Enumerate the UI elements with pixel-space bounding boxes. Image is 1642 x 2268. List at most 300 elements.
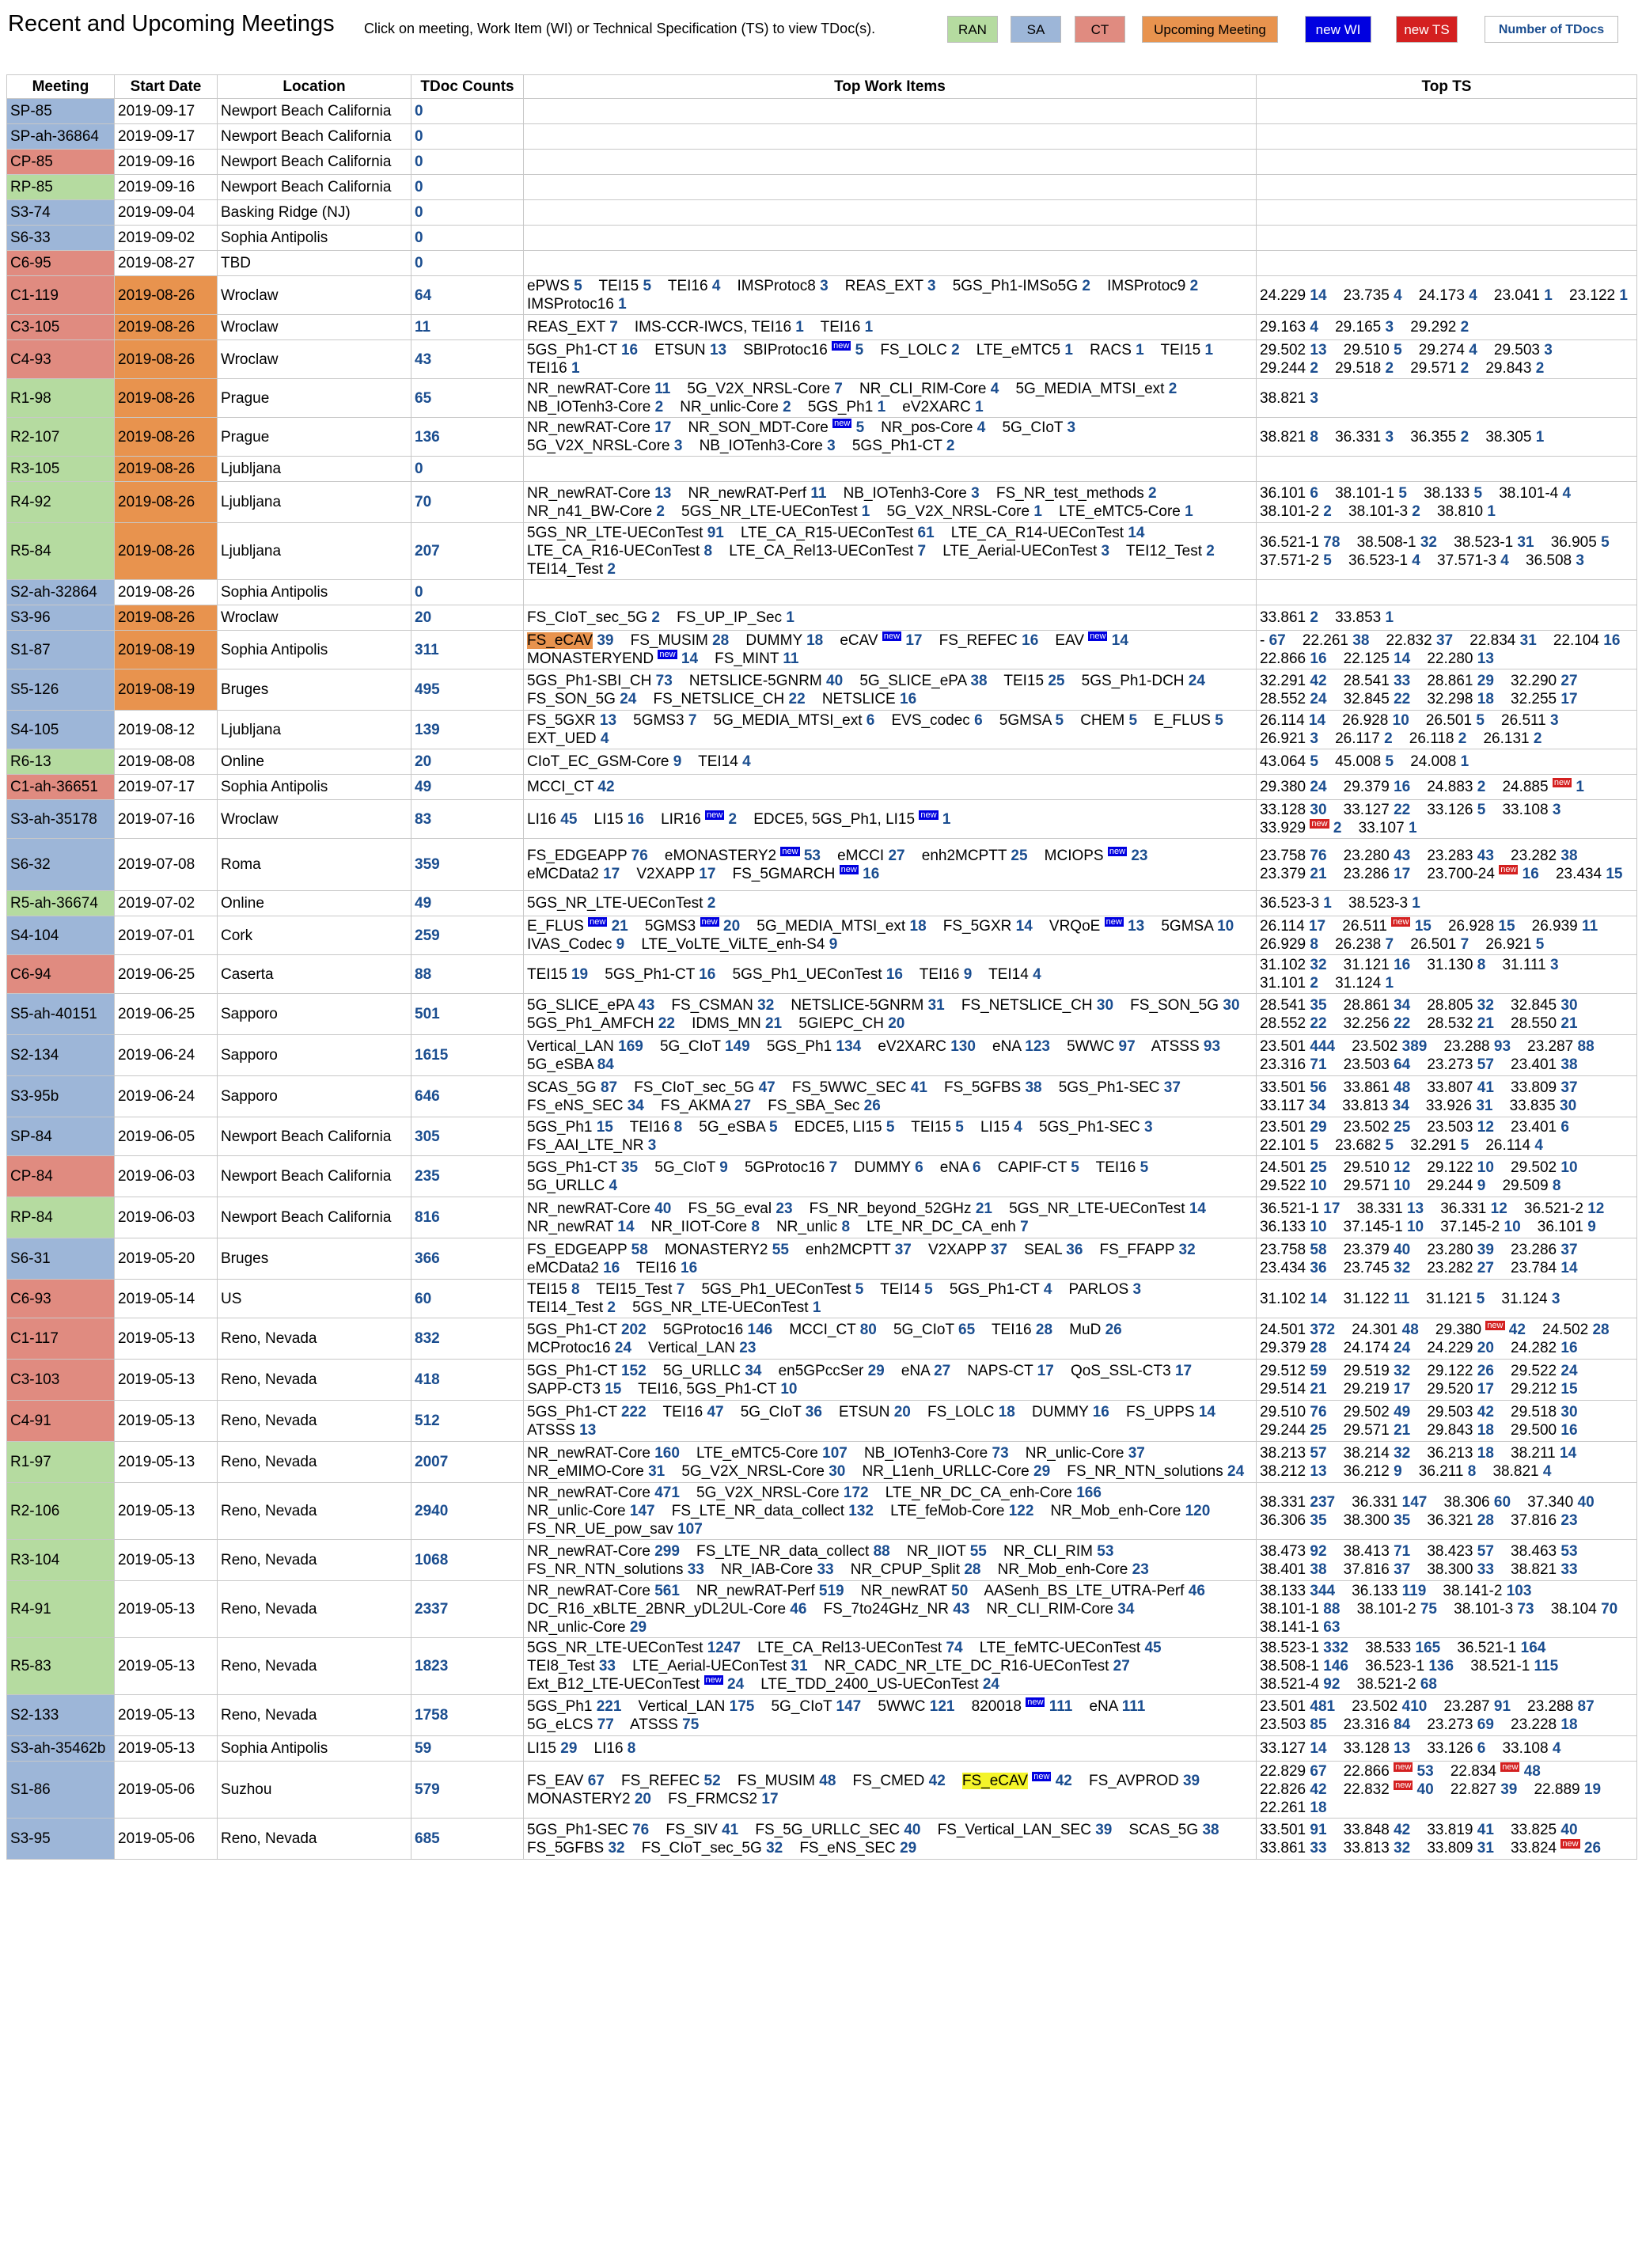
ts-link[interactable] — [1357, 1200, 1424, 1217]
work-item-link[interactable] — [663, 1363, 762, 1379]
ts-link[interactable] — [1427, 1242, 1494, 1258]
work-item-link[interactable] — [980, 1640, 1162, 1656]
ts-link[interactable] — [1344, 957, 1411, 973]
work-item-link[interactable] — [527, 1038, 643, 1055]
tdoc-count-cell[interactable]: 64 — [411, 276, 524, 315]
meeting-cell[interactable]: C3-103 — [7, 1360, 115, 1401]
work-item-link[interactable] — [639, 1698, 755, 1715]
work-item-link[interactable] — [1003, 673, 1064, 689]
work-item-link[interactable] — [630, 1716, 699, 1733]
work-item-link[interactable] — [688, 485, 826, 502]
ts-link[interactable] — [1344, 287, 1402, 304]
tdoc-count-cell[interactable]: 0 — [411, 457, 524, 482]
ts-link[interactable] — [1260, 1363, 1327, 1379]
ts-link[interactable] — [1260, 895, 1332, 912]
work-item-link[interactable] — [701, 1281, 863, 1298]
work-item-link[interactable] — [688, 419, 864, 436]
ts-link[interactable] — [1335, 1137, 1394, 1154]
work-item-link[interactable] — [1089, 1773, 1200, 1789]
work-item-link[interactable] — [527, 753, 681, 770]
ts-link[interactable] — [1448, 918, 1515, 935]
work-item-link[interactable] — [1039, 1119, 1153, 1136]
work-item-link[interactable] — [859, 673, 987, 689]
ts-link[interactable] — [1260, 866, 1327, 882]
ts-link[interactable] — [1440, 1219, 1520, 1235]
work-item-link[interactable] — [998, 1159, 1079, 1176]
work-item-link[interactable] — [998, 1561, 1149, 1578]
work-item-link[interactable] — [920, 966, 973, 983]
ts-link[interactable] — [1427, 1840, 1494, 1856]
ts-link[interactable] — [1427, 1340, 1494, 1356]
tdoc-count-cell[interactable]: 1068 — [411, 1540, 524, 1581]
work-item-link[interactable] — [743, 342, 863, 358]
tdoc-count-cell[interactable]: 418 — [411, 1360, 524, 1401]
ts-link[interactable] — [1427, 1422, 1494, 1439]
ts-link[interactable] — [1260, 820, 1341, 836]
tdoc-count-cell[interactable]: 501 — [411, 994, 524, 1035]
work-item-link[interactable] — [1003, 1543, 1113, 1560]
ts-link[interactable] — [1569, 287, 1628, 304]
work-item-link[interactable] — [630, 1119, 683, 1136]
ts-link[interactable] — [1410, 936, 1469, 953]
ts-link[interactable] — [1344, 673, 1411, 689]
work-item-link[interactable] — [1055, 632, 1128, 649]
work-item-link[interactable] — [527, 1015, 675, 1032]
work-item-link[interactable] — [738, 278, 829, 294]
tdoc-count-cell[interactable]: 359 — [411, 839, 524, 891]
work-item-link[interactable] — [527, 1079, 617, 1096]
meeting-cell[interactable]: R5-ah-36674 — [7, 891, 115, 916]
ts-link[interactable] — [1344, 1056, 1411, 1073]
ts-link[interactable] — [1260, 1056, 1327, 1073]
ts-link[interactable] — [1427, 673, 1494, 689]
work-item-link[interactable] — [902, 399, 983, 415]
ts-link[interactable] — [1352, 1038, 1427, 1055]
work-item-link[interactable] — [689, 673, 843, 689]
work-item-link[interactable] — [972, 1698, 1073, 1715]
work-item-link[interactable] — [806, 1242, 912, 1258]
ts-link[interactable] — [1344, 802, 1411, 818]
ts-link[interactable] — [1427, 1119, 1494, 1136]
work-item-link[interactable] — [527, 1822, 649, 1838]
tdoc-count-cell[interactable]: 832 — [411, 1318, 524, 1360]
ts-link[interactable] — [1260, 1381, 1327, 1398]
meeting-cell[interactable]: R1-98 — [7, 379, 115, 418]
ts-link[interactable] — [1427, 691, 1494, 707]
work-item-link[interactable] — [527, 1740, 577, 1757]
ts-link[interactable] — [1344, 848, 1411, 864]
work-item-link[interactable] — [527, 712, 616, 729]
ts-link[interactable] — [1342, 918, 1432, 935]
work-item-link[interactable] — [844, 485, 980, 502]
tdoc-count-cell[interactable]: 305 — [411, 1117, 524, 1156]
work-item-link[interactable] — [636, 1260, 697, 1276]
work-item-link[interactable] — [527, 609, 660, 626]
work-item-link[interactable] — [1151, 1038, 1220, 1055]
ts-link[interactable] — [1344, 997, 1411, 1014]
work-item-link[interactable] — [988, 966, 1041, 983]
ts-link[interactable] — [1499, 485, 1571, 502]
work-item-link[interactable] — [527, 632, 614, 649]
ts-link[interactable] — [1260, 342, 1327, 358]
ts-link[interactable] — [1511, 1422, 1578, 1439]
ts-link[interactable] — [1260, 485, 1318, 502]
ts-link[interactable] — [1344, 1763, 1434, 1780]
ts-link[interactable] — [1344, 779, 1411, 795]
legend-upcoming-meeting[interactable]: Upcoming Meeting — [1142, 16, 1278, 43]
ts-link[interactable] — [1427, 1363, 1494, 1379]
ts-link[interactable] — [1344, 866, 1411, 882]
ts-link[interactable] — [1344, 1260, 1411, 1276]
work-item-link[interactable] — [741, 525, 935, 541]
work-item-link[interactable] — [700, 438, 836, 454]
work-item-link[interactable] — [984, 1583, 1205, 1599]
ts-link[interactable] — [1410, 753, 1469, 770]
ts-link[interactable] — [1344, 1822, 1411, 1838]
ts-link[interactable] — [1260, 1676, 1340, 1693]
tdoc-count-cell[interactable]: 235 — [411, 1156, 524, 1197]
ts-link[interactable] — [1335, 429, 1394, 446]
meeting-cell[interactable]: S3-ah-35462b — [7, 1736, 115, 1762]
ts-link[interactable] — [1427, 1822, 1494, 1838]
ts-link[interactable] — [1440, 1200, 1507, 1217]
work-item-link[interactable] — [668, 278, 721, 294]
ts-link[interactable] — [1556, 866, 1623, 882]
ts-link[interactable] — [1344, 1159, 1411, 1176]
work-item-link[interactable] — [527, 1056, 614, 1073]
ts-link[interactable] — [1437, 552, 1509, 569]
tdoc-count-cell[interactable]: 1823 — [411, 1638, 524, 1695]
ts-link[interactable] — [1551, 534, 1610, 551]
ts-link[interactable] — [1419, 287, 1477, 304]
meeting-cell[interactable]: C6-94 — [7, 955, 115, 994]
tdoc-count-cell[interactable]: 311 — [411, 631, 524, 669]
ts-link[interactable] — [1335, 609, 1394, 626]
ts-link[interactable] — [1511, 691, 1578, 707]
work-item-link[interactable] — [885, 1485, 1102, 1501]
work-item-link[interactable] — [767, 1038, 861, 1055]
work-item-link[interactable] — [738, 1773, 836, 1789]
work-item-link[interactable] — [863, 1463, 1051, 1480]
ts-link[interactable] — [1427, 802, 1485, 818]
legend-new-wi[interactable]: new WI — [1305, 16, 1371, 43]
tdoc-count-cell[interactable]: 2007 — [411, 1442, 524, 1483]
meeting-cell[interactable]: R3-104 — [7, 1540, 115, 1581]
ts-link[interactable] — [1427, 1716, 1494, 1733]
ts-link[interactable] — [1260, 287, 1327, 304]
ts-link[interactable] — [1260, 1561, 1327, 1578]
ts-link[interactable] — [1260, 1601, 1340, 1618]
ts-link[interactable] — [1344, 1781, 1434, 1798]
ts-link[interactable] — [1260, 1800, 1327, 1816]
work-item-link[interactable] — [1026, 1445, 1145, 1462]
work-item-link[interactable] — [527, 1503, 655, 1519]
ts-link[interactable] — [1260, 1822, 1327, 1838]
work-item-link[interactable] — [605, 966, 715, 983]
ts-link[interactable] — [1260, 1740, 1327, 1757]
meeting-cell[interactable]: RP-85 — [7, 175, 115, 200]
work-item-link[interactable] — [527, 673, 673, 689]
ts-link[interactable] — [1437, 503, 1496, 520]
ts-link[interactable] — [1511, 1445, 1576, 1462]
meeting-cell[interactable]: S2-134 — [7, 1035, 115, 1076]
tdoc-count-cell[interactable]: 495 — [411, 669, 524, 711]
work-item-link[interactable] — [1032, 1404, 1109, 1420]
tdoc-count-cell[interactable]: 646 — [411, 1076, 524, 1117]
meeting-cell[interactable]: S3-ah-35178 — [7, 800, 115, 839]
tdoc-count-cell[interactable]: 49 — [411, 775, 524, 800]
work-item-link[interactable] — [696, 1485, 869, 1501]
work-item-link[interactable] — [645, 918, 740, 935]
work-item-link[interactable] — [527, 419, 671, 436]
meeting-cell[interactable]: S6-32 — [7, 839, 115, 891]
work-item-link[interactable] — [527, 1098, 644, 1114]
ts-link[interactable] — [1344, 1840, 1411, 1856]
ts-link[interactable] — [1260, 1781, 1327, 1798]
work-item-link[interactable] — [648, 1340, 756, 1356]
work-item-link[interactable] — [696, 1543, 890, 1560]
work-item-link[interactable] — [980, 1119, 1022, 1136]
work-item-link[interactable] — [621, 1773, 721, 1789]
ts-link[interactable] — [1538, 1219, 1596, 1235]
ts-link[interactable] — [1511, 1119, 1569, 1136]
tdoc-count-cell[interactable]: 88 — [411, 955, 524, 994]
work-item-link[interactable] — [837, 848, 905, 864]
meeting-cell[interactable]: S1-86 — [7, 1762, 115, 1819]
work-item-link[interactable] — [1049, 918, 1144, 935]
tdoc-count-cell[interactable]: 0 — [411, 200, 524, 226]
ts-link[interactable] — [1427, 957, 1485, 973]
ts-link[interactable] — [1342, 712, 1409, 729]
ts-link[interactable] — [1260, 1119, 1327, 1136]
ts-link[interactable] — [1344, 1119, 1411, 1136]
ts-link[interactable] — [1335, 936, 1394, 953]
work-item-link[interactable] — [942, 543, 1109, 559]
work-item-link[interactable] — [527, 811, 577, 828]
ts-link[interactable] — [1260, 802, 1327, 818]
work-item-link[interactable] — [721, 1561, 834, 1578]
ts-link[interactable] — [1260, 691, 1327, 707]
meeting-cell[interactable]: SP-ah-36864 — [7, 124, 115, 150]
work-item-link[interactable] — [527, 1219, 635, 1235]
ts-link[interactable] — [1260, 848, 1327, 864]
meeting-cell[interactable]: R2-107 — [7, 418, 115, 457]
work-item-link[interactable] — [940, 1159, 981, 1176]
ts-link[interactable] — [1260, 1260, 1327, 1276]
work-item-link[interactable] — [680, 399, 791, 415]
work-item-link[interactable] — [699, 1119, 777, 1136]
work-item-link[interactable] — [745, 1159, 837, 1176]
ts-link[interactable] — [1511, 673, 1578, 689]
work-item-link[interactable] — [1126, 543, 1215, 559]
work-item-link[interactable] — [527, 1640, 741, 1656]
work-item-link[interactable] — [1096, 1159, 1149, 1176]
work-item-link[interactable] — [1100, 1242, 1196, 1258]
ts-link[interactable] — [1427, 650, 1494, 667]
ts-link[interactable] — [1485, 1137, 1543, 1154]
ts-link[interactable] — [1511, 1340, 1578, 1356]
work-item-link[interactable] — [1129, 1822, 1219, 1838]
work-item-link[interactable] — [668, 1791, 778, 1807]
work-item-link[interactable] — [1051, 1503, 1211, 1519]
ts-link[interactable] — [1344, 1340, 1411, 1356]
work-item-link[interactable] — [992, 1038, 1050, 1055]
work-item-link[interactable] — [654, 342, 726, 358]
ts-link[interactable] — [1335, 360, 1394, 377]
ts-link[interactable] — [1344, 1404, 1411, 1420]
ts-link[interactable] — [1450, 1781, 1518, 1798]
meeting-cell[interactable]: S2-ah-32864 — [7, 580, 115, 605]
work-item-link[interactable] — [527, 1561, 704, 1578]
ts-link[interactable] — [1443, 1698, 1511, 1715]
work-item-link[interactable] — [653, 691, 805, 707]
ts-link[interactable] — [1492, 1463, 1551, 1480]
work-item-link[interactable] — [698, 753, 751, 770]
tdoc-count-cell[interactable]: 0 — [411, 99, 524, 124]
ts-link[interactable] — [1501, 712, 1559, 729]
meeting-cell[interactable]: R4-91 — [7, 1581, 115, 1638]
ts-link[interactable] — [1344, 1445, 1411, 1462]
work-item-link[interactable] — [779, 1363, 885, 1379]
work-item-link[interactable] — [672, 1503, 874, 1519]
ts-link[interactable] — [1260, 650, 1327, 667]
work-item-link[interactable] — [527, 399, 663, 415]
work-item-link[interactable] — [527, 966, 588, 983]
work-item-link[interactable] — [822, 691, 916, 707]
work-item-link[interactable] — [1130, 997, 1239, 1014]
work-item-link[interactable] — [733, 966, 903, 983]
work-item-link[interactable] — [810, 1200, 992, 1217]
meeting-cell[interactable]: S2-133 — [7, 1695, 115, 1736]
ts-link[interactable] — [1357, 534, 1437, 551]
ts-link[interactable] — [1542, 1322, 1610, 1338]
ts-link[interactable] — [1260, 390, 1318, 407]
tdoc-count-cell[interactable]: 207 — [411, 523, 524, 580]
ts-link[interactable] — [1344, 1422, 1411, 1439]
work-item-link[interactable] — [729, 543, 926, 559]
work-item-link[interactable] — [854, 1159, 923, 1176]
ts-link[interactable] — [1335, 730, 1393, 747]
ts-link[interactable] — [1485, 360, 1544, 377]
ts-link[interactable] — [1260, 1512, 1327, 1529]
work-item-link[interactable] — [1082, 673, 1205, 689]
ts-link[interactable] — [1502, 1178, 1560, 1194]
work-item-link[interactable] — [938, 1822, 1113, 1838]
ts-link[interactable] — [1494, 287, 1553, 304]
work-item-link[interactable] — [976, 342, 1073, 358]
ts-link[interactable] — [1426, 712, 1485, 729]
work-item-link[interactable] — [1161, 918, 1234, 935]
ts-link[interactable] — [1344, 1015, 1411, 1032]
tdoc-count-cell[interactable]: 43 — [411, 340, 524, 379]
work-item-link[interactable] — [733, 866, 880, 882]
ts-link[interactable] — [1457, 1640, 1545, 1656]
meeting-cell[interactable]: S3-95 — [7, 1819, 115, 1860]
work-item-link[interactable] — [632, 1299, 821, 1316]
ts-link[interactable] — [1365, 1658, 1454, 1674]
ts-link[interactable] — [1526, 552, 1584, 569]
work-item-link[interactable] — [808, 399, 885, 415]
ts-link[interactable] — [1260, 730, 1318, 747]
work-item-link[interactable] — [799, 1840, 916, 1856]
work-item-link[interactable] — [527, 895, 715, 912]
ts-link[interactable] — [1335, 975, 1394, 992]
work-item-link[interactable] — [825, 1658, 1130, 1674]
work-item-link[interactable] — [527, 1791, 651, 1807]
ts-link[interactable] — [1524, 1200, 1604, 1217]
tdoc-count-cell[interactable]: 512 — [411, 1401, 524, 1442]
ts-link[interactable] — [1427, 866, 1538, 882]
ts-link[interactable] — [1260, 957, 1327, 973]
ts-link[interactable] — [1260, 753, 1318, 770]
work-item-link[interactable] — [660, 1038, 750, 1055]
work-item-link[interactable] — [527, 1119, 613, 1136]
ts-link[interactable] — [1427, 1740, 1485, 1757]
work-item-link[interactable] — [527, 342, 638, 358]
work-item-link[interactable] — [1161, 342, 1214, 358]
legend-ran[interactable]: RAN — [947, 16, 998, 43]
meeting-cell[interactable]: R3-105 — [7, 457, 115, 482]
ts-link[interactable] — [1427, 1056, 1494, 1073]
ts-link[interactable] — [1260, 712, 1325, 729]
work-item-link[interactable] — [527, 1840, 625, 1856]
work-item-link[interactable] — [527, 1676, 744, 1693]
work-item-link[interactable] — [527, 1463, 665, 1480]
ts-link[interactable] — [1260, 1698, 1335, 1715]
meeting-cell[interactable]: R4-92 — [7, 482, 115, 523]
ts-link[interactable] — [1427, 1561, 1494, 1578]
work-item-link[interactable] — [1059, 503, 1193, 520]
legend-number-of-tdocs[interactable]: Number of TDocs — [1485, 16, 1618, 43]
tdoc-count-cell[interactable]: 60 — [411, 1280, 524, 1318]
ts-link[interactable] — [1511, 1561, 1578, 1578]
meeting-cell[interactable]: C6-95 — [7, 251, 115, 276]
ts-link[interactable] — [1511, 1716, 1578, 1733]
ts-link[interactable] — [1344, 1079, 1411, 1096]
ts-link[interactable] — [1454, 534, 1534, 551]
ts-link[interactable] — [1352, 1698, 1427, 1715]
work-item-link[interactable] — [665, 848, 821, 864]
work-item-link[interactable] — [663, 1322, 772, 1338]
ts-link[interactable] — [1344, 650, 1411, 667]
ts-link[interactable] — [1511, 1260, 1578, 1276]
work-item-link[interactable] — [666, 1822, 738, 1838]
meeting-cell[interactable]: S5-126 — [7, 669, 115, 711]
meeting-cell[interactable]: R5-83 — [7, 1638, 115, 1695]
ts-link[interactable] — [1260, 534, 1340, 551]
work-item-link[interactable] — [987, 1601, 1135, 1618]
work-item-link[interactable] — [599, 278, 652, 294]
work-item-link[interactable] — [1069, 1322, 1122, 1338]
legend-ct[interactable]: CT — [1075, 16, 1125, 43]
meeting-cell[interactable]: R2-106 — [7, 1483, 115, 1540]
ts-link[interactable] — [1344, 1716, 1411, 1733]
ts-link[interactable] — [1344, 1740, 1411, 1757]
ts-link[interactable] — [1427, 779, 1485, 795]
ts-link[interactable] — [1470, 1658, 1558, 1674]
work-item-link[interactable] — [927, 1404, 1015, 1420]
ts-link[interactable] — [1344, 1512, 1411, 1529]
ts-link[interactable] — [1260, 1840, 1327, 1856]
ts-link[interactable] — [1427, 1015, 1494, 1032]
work-item-link[interactable] — [824, 1601, 970, 1618]
ts-link[interactable] — [1260, 632, 1286, 649]
ts-link[interactable] — [1511, 1381, 1578, 1398]
ts-link[interactable] — [1352, 1494, 1427, 1511]
tdoc-count-cell[interactable]: 20 — [411, 749, 524, 775]
ts-link[interactable] — [1260, 1137, 1318, 1154]
ts-link[interactable] — [1260, 1322, 1335, 1338]
